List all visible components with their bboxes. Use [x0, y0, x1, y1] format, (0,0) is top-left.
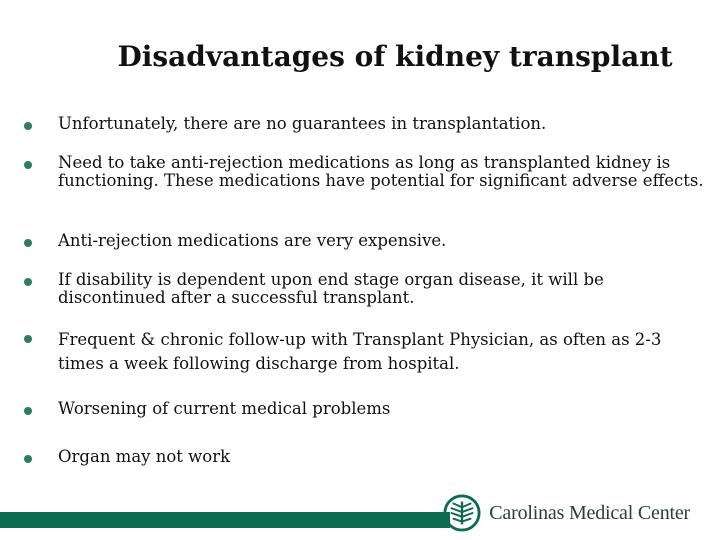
bullet-text: Unfortunately, there are no guarantees in transplantation.	[58, 114, 547, 133]
list-item	[24, 115, 704, 133]
bullet-icon	[24, 278, 32, 286]
list-item	[24, 400, 704, 418]
bullet-text: Worsening of current medical problems	[58, 399, 391, 418]
hospital-logo	[443, 494, 690, 532]
bullet-text: Frequent & chronic follow-up with Transplant Physician, as often as 2-3 times a week following discharge from hospital.	[58, 330, 662, 373]
slide-title: Disadvantages of kidney transplant	[117, 40, 673, 73]
bullet-icon	[24, 407, 32, 415]
bullet-icon	[24, 335, 32, 343]
bullet-icon	[24, 122, 32, 130]
bullet-icon	[24, 239, 32, 247]
list-item	[24, 271, 704, 307]
bullet-icon	[24, 455, 32, 463]
bullet-text: Anti-rejection medications are very expensive.	[58, 231, 447, 250]
bullet-text: Organ may not work	[58, 447, 231, 466]
tree-logo-icon	[443, 494, 481, 532]
list-item	[24, 448, 704, 466]
footer-bar	[0, 512, 450, 528]
bullet-icon	[24, 161, 32, 169]
bullet-text: Need to take anti-rejection medications as long as transplanted kidney is functioning. These medications have potential for significant adverse effects.	[58, 153, 704, 190]
list-item	[24, 328, 704, 376]
list-item	[24, 154, 704, 190]
list-item	[24, 232, 704, 250]
logo-text: Carolinas Medical Center	[489, 501, 690, 524]
bullet-text: If disability is dependent upon end stage organ disease, it will be discontinued after a successful transplant.	[58, 270, 604, 307]
